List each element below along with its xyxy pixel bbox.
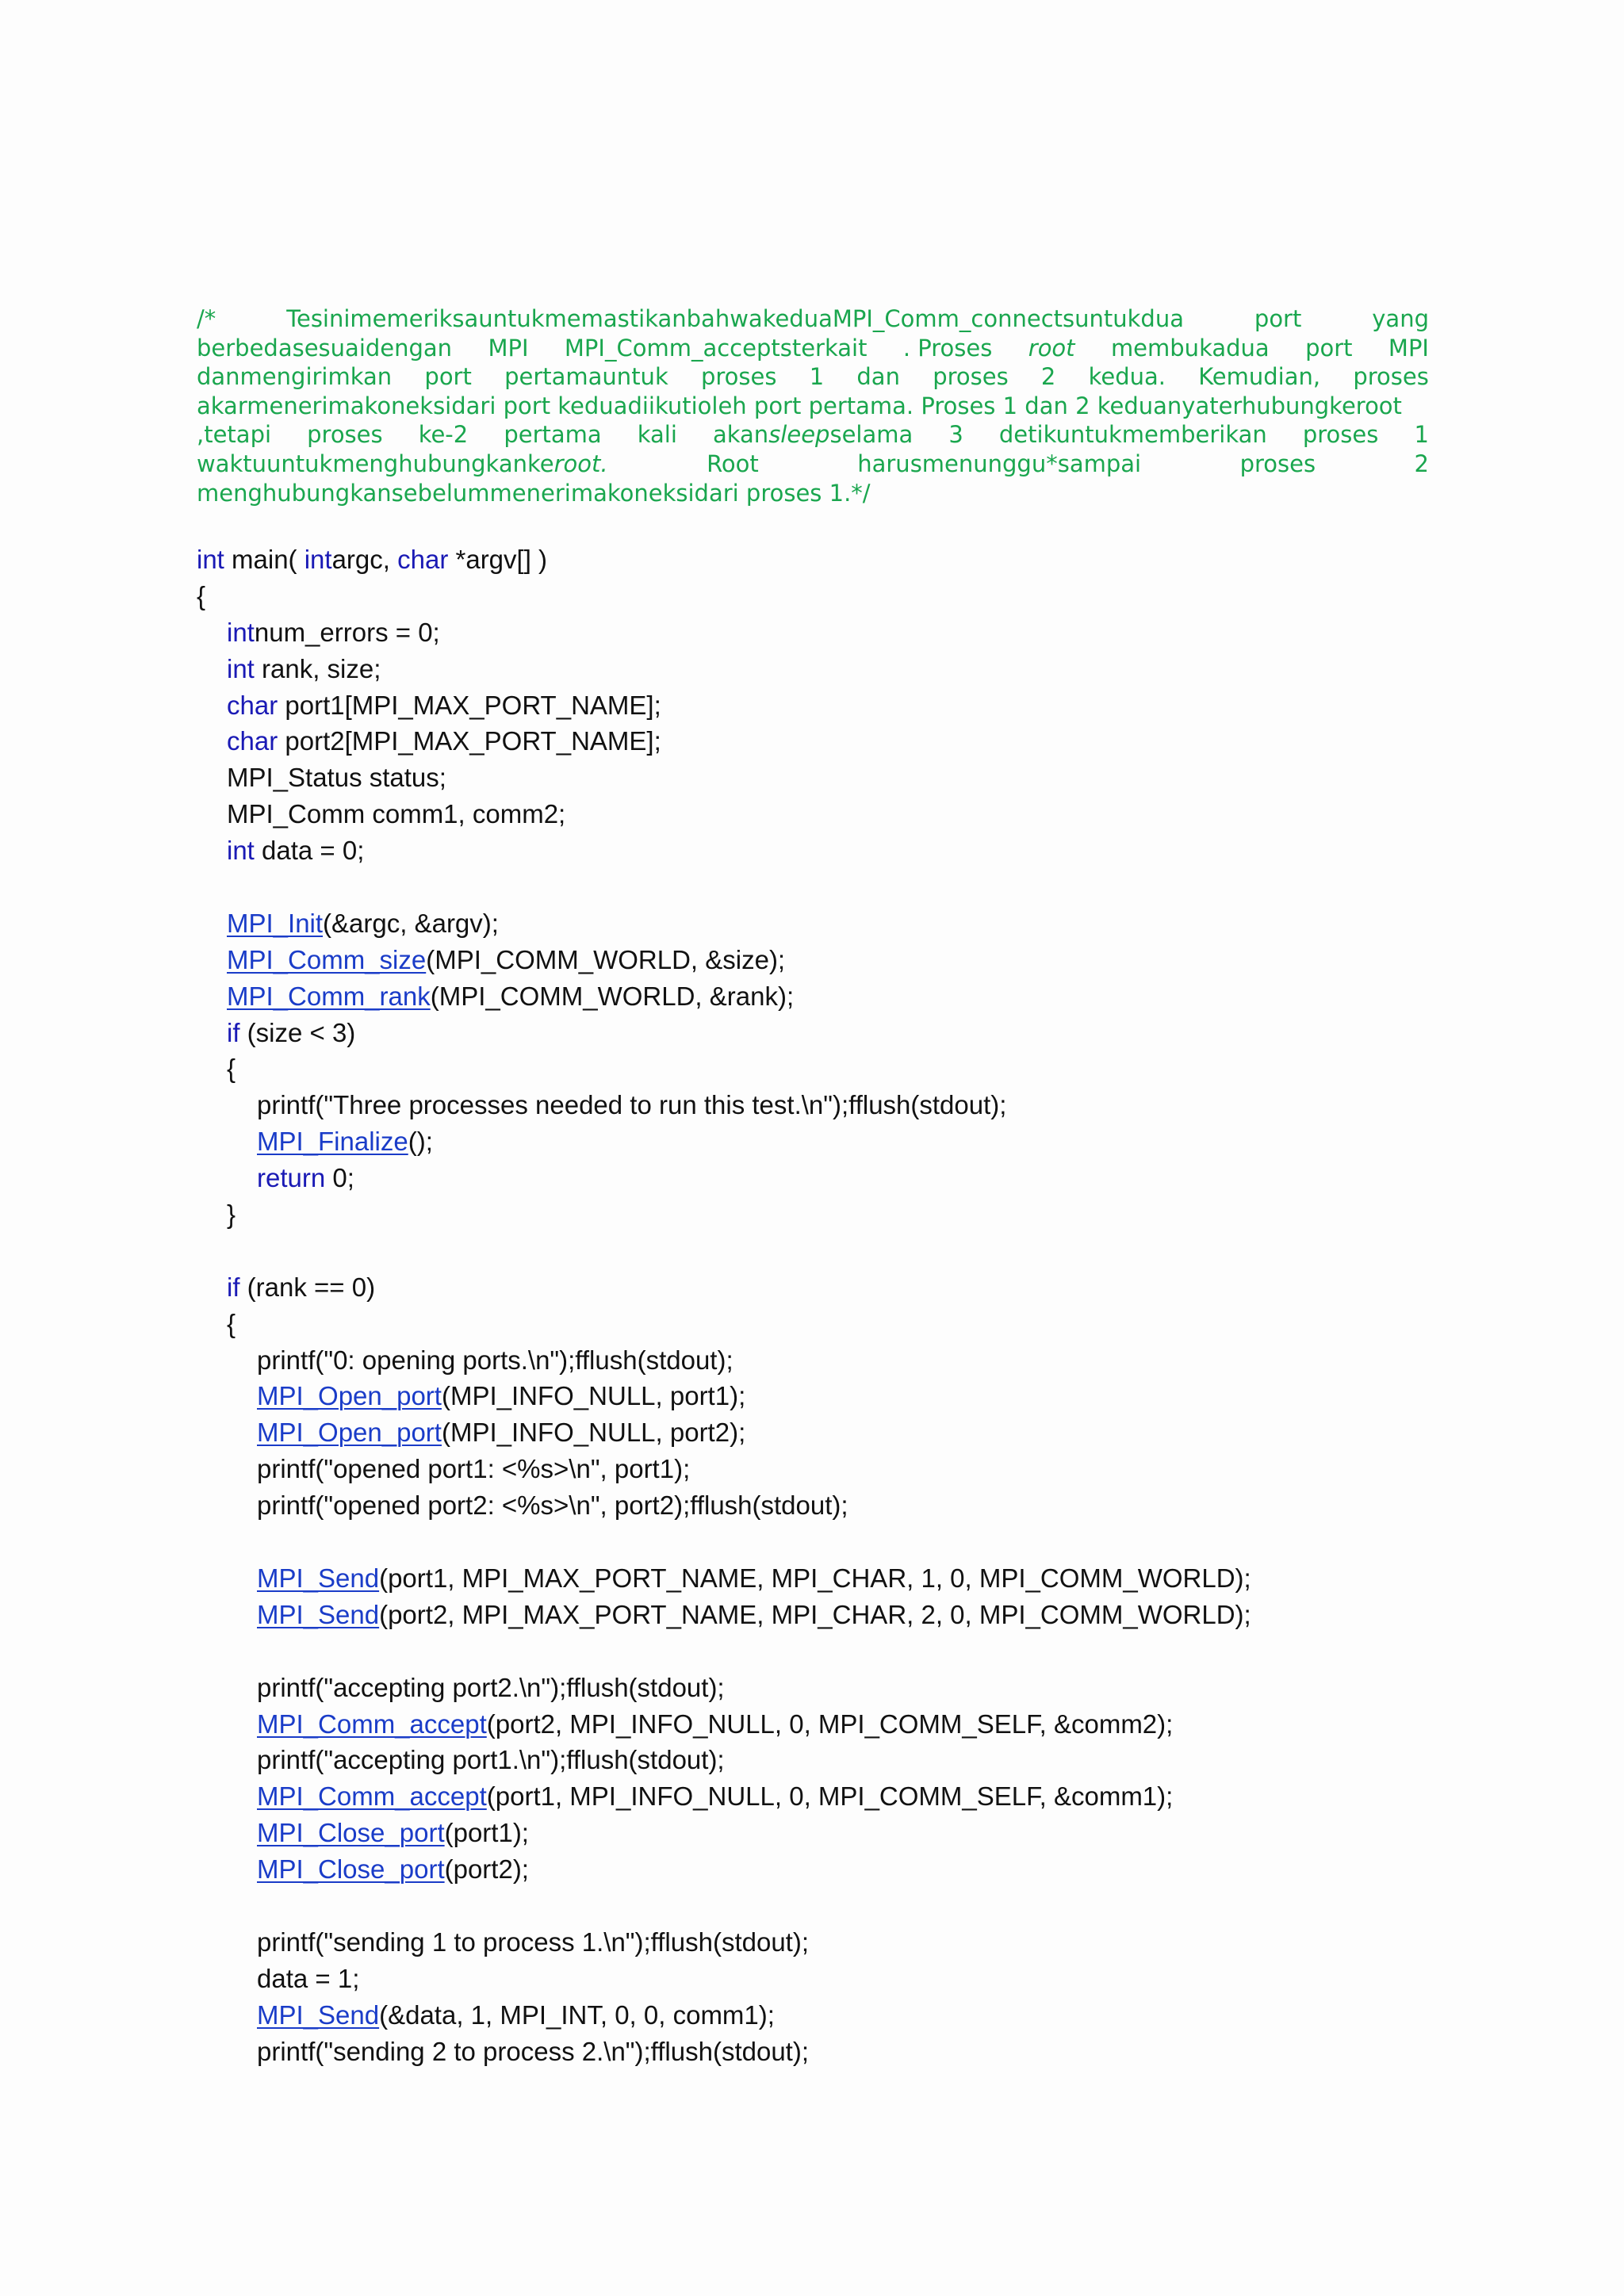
- code-line: {: [197, 580, 206, 610]
- mpi-init-link[interactable]: MPI_Init: [227, 908, 324, 938]
- code-line: MPI_Comm comm1, comm2;: [227, 799, 566, 829]
- mpi-send-link[interactable]: MPI_Send: [257, 1999, 380, 2030]
- code-line: MPI_Comm_accept(port1, MPI_INFO_NULL, 0, MPI_COMM_SELF, &comm1);: [257, 1781, 1174, 1812]
- code-line: MPI_Send(port1, MPI_MAX_PORT_NAME, MPI_CHAR, 1, 0, MPI_COMM_WORLD);: [257, 1563, 1251, 1593]
- comment-line: berbedasesuaidengan MPI MPI_Comm_acceptsterkait . Proses root membukadua port MPI: [197, 334, 1429, 362]
- code-line: int rank, size;: [227, 653, 381, 683]
- comment-line: akarmenerimakoneksidari port keduadiikutioleh port pertama. Proses 1 dan 2 keduanyaterhubungkeroot: [197, 392, 1402, 419]
- blank-line: [197, 1633, 1545, 1670]
- blank-line: [197, 869, 1545, 905]
- code-comment-block: [197, 304, 1429, 507]
- code-line: printf("accepting port2.\n");fflush(stdout);: [257, 1672, 725, 1702]
- code-line: printf("sending 2 to process 2.\n");fflush(stdout);: [257, 2036, 809, 2066]
- comment-line: menghubungkansebelummenerimakoneksidari proses 1.*/: [197, 479, 871, 507]
- code-line: printf("opened port2: <%s>\n", port2);fflush(stdout);: [257, 1490, 848, 1521]
- mpi-open-port-link[interactable]: MPI_Open_port: [257, 1418, 442, 1448]
- mpi-close-port-link[interactable]: MPI_Close_port: [257, 1854, 445, 1885]
- code-line: printf("Three processes needed to run this test.\n");fflush(stdout);: [257, 1090, 1007, 1120]
- code-line: int data = 0;: [227, 836, 365, 866]
- code-line: MPI_Send(&data, 1, MPI_INT, 0, 0, comm1);: [257, 1999, 775, 2030]
- mpi-comm-rank-link[interactable]: MPI_Comm_rank: [227, 981, 431, 1011]
- comment-line: waktuuntukmenghubungkankeroot. Root harusmenunggu*sampai proses 2: [197, 450, 1429, 477]
- code-line: MPI_Open_port(MPI_INFO_NULL, port1);: [257, 1381, 746, 1411]
- code-line: intnum_errors = 0;: [227, 617, 440, 647]
- code-line: char port2[MPI_MAX_PORT_NAME];: [227, 726, 661, 756]
- code-line: printf("0: opening ports.\n");fflush(stdout);: [257, 1345, 733, 1375]
- code-line: return 0;: [257, 1163, 354, 1193]
- code-line: if (size < 3): [227, 1017, 356, 1047]
- code-line: {: [227, 1308, 236, 1338]
- code-line: {: [227, 1054, 236, 1084]
- code-line: MPI_Open_port(MPI_INFO_NULL, port2);: [257, 1418, 746, 1448]
- code-line: MPI_Finalize();: [257, 1127, 433, 1157]
- blank-line: [197, 1524, 1545, 1560]
- mpi-comm-size-link[interactable]: MPI_Comm_size: [227, 944, 427, 974]
- code-line: MPI_Comm_accept(port2, MPI_INFO_NULL, 0, MPI_COMM_SELF, &comm2);: [257, 1709, 1174, 1739]
- code-line: printf("sending 1 to process 1.\n");fflush(stdout);: [257, 1927, 809, 1957]
- comment-line: ,tetapi proses ke-2 pertama kali akansleepselama 3 detikuntukmemberikan proses 1: [197, 421, 1429, 449]
- code-line: MPI_Comm_size(MPI_COMM_WORLD, &size);: [227, 944, 786, 974]
- code-line: }: [227, 1200, 236, 1230]
- code-line: char port1[MPI_MAX_PORT_NAME];: [227, 690, 661, 720]
- code-line: printf("accepting port1.\n");fflush(stdout);: [257, 1745, 725, 1775]
- code-line: MPI_Comm_rank(MPI_COMM_WORLD, &rank);: [227, 981, 795, 1011]
- mpi-comm-accept-link[interactable]: MPI_Comm_accept: [257, 1709, 487, 1739]
- code-line: MPI_Status status;: [227, 763, 446, 793]
- mpi-send-link[interactable]: MPI_Send: [257, 1563, 380, 1593]
- mpi-open-port-link[interactable]: MPI_Open_port: [257, 1381, 442, 1411]
- mpi-send-link[interactable]: MPI_Send: [257, 1599, 380, 1629]
- blank-line: [197, 1233, 1545, 1269]
- code-line: data = 1;: [257, 1963, 360, 1993]
- comment-line: /* TesinimemeriksauntukmemastikanbahwakeduaMPI_Comm_connectsuntukdua port yang: [197, 305, 1429, 332]
- blank-line: [197, 1888, 1545, 1924]
- mpi-finalize-link[interactable]: MPI_Finalize: [257, 1127, 408, 1157]
- code-line: MPI_Close_port(port1);: [257, 1818, 529, 1848]
- code-line: MPI_Init(&argc, &argv);: [227, 908, 499, 938]
- code-line: MPI_Close_port(port2);: [257, 1854, 529, 1885]
- mpi-close-port-link[interactable]: MPI_Close_port: [257, 1818, 445, 1848]
- code-line: MPI_Send(port2, MPI_MAX_PORT_NAME, MPI_CHAR, 2, 0, MPI_COMM_WORLD);: [257, 1599, 1251, 1629]
- code-block: [197, 541, 1545, 2069]
- mpi-comm-accept-link[interactable]: MPI_Comm_accept: [257, 1781, 487, 1812]
- code-line: if (rank == 0): [227, 1272, 376, 1302]
- comment-line: danmengirimkan port pertamauntuk proses 1 dan proses 2 kedua. Kemudian, proses: [197, 363, 1429, 391]
- code-line-main-signature: int main( intargc, char *argv[] ): [197, 545, 548, 574]
- code-line: printf("opened port1: <%s>\n", port1);: [257, 1454, 691, 1484]
